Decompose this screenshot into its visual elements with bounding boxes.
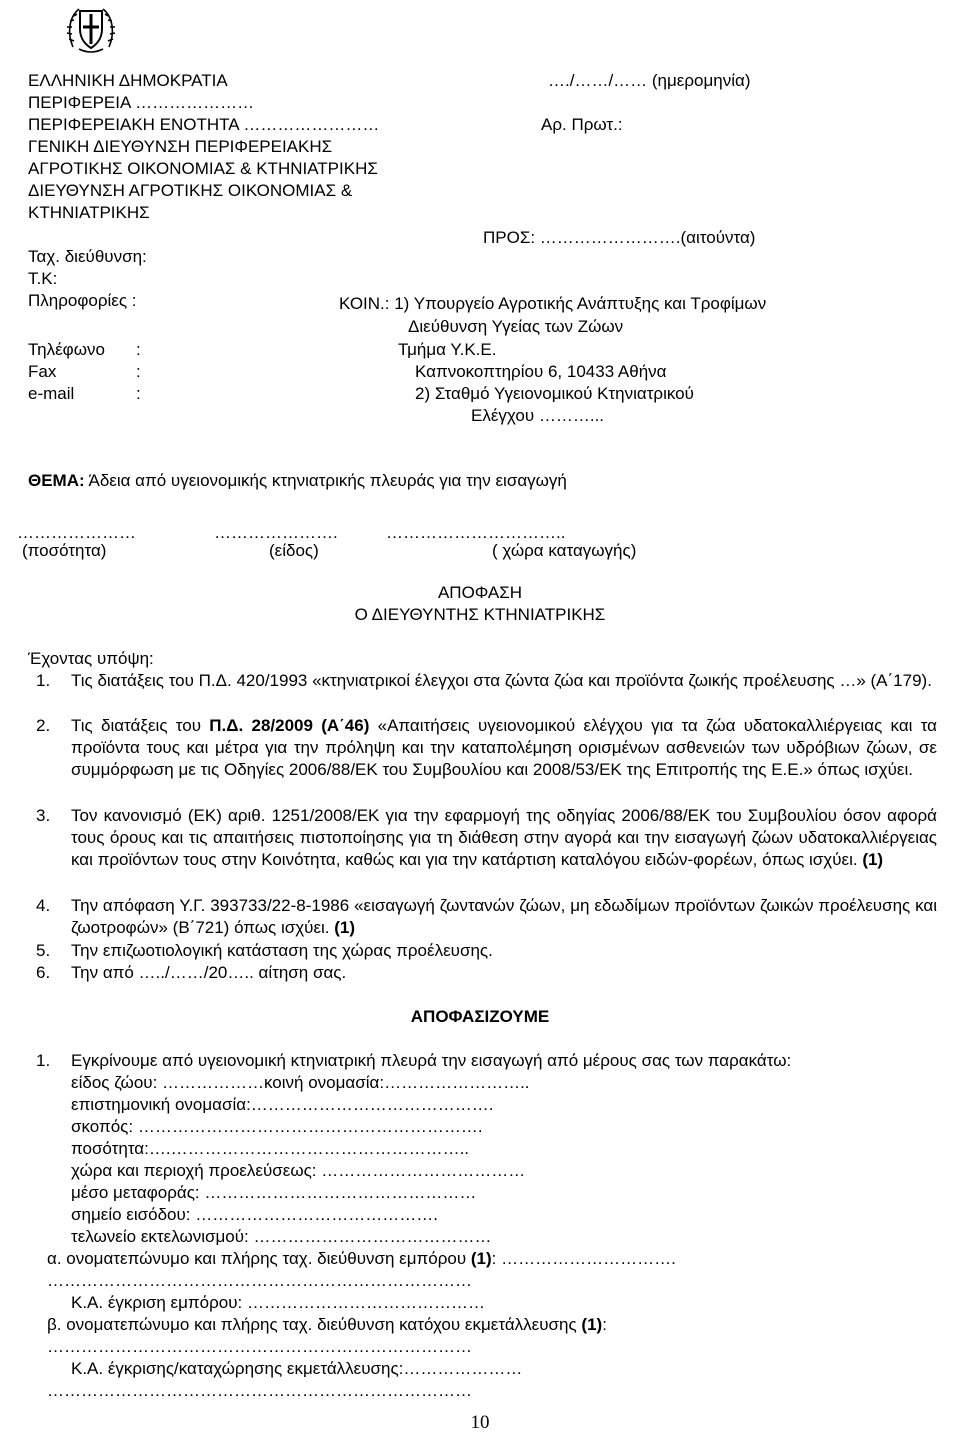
consideration-item: Τις διατάξεις του Π.Δ. 28/2009 (Α΄46) «Απαιτήσεις υγειονομικού ελέγχου για τα ζώα υδατοκαλλιέργειας και τα προϊόντα τους και μέτρα για την πρόληψη και την καταπολέμηση ορισμένων ασθενειών των υδρόβιων ζώων, σε συμμόρφωση με τις Οδηγίες 2006/88/ΕΚ του Συμβουλίου και 2008/53/ΕΚ της Επιτροπής της Ε.Ε.» όπως ισχύει. bbox=[71, 716, 938, 779]
form-field: σκοπός: ……………………………………………………. bbox=[71, 1117, 483, 1136]
greek-coat-of-arms-icon bbox=[65, 3, 117, 55]
subject-text: Άδεια από υγειονομικής κτηνιατρικής πλευράς για την εισαγωγή bbox=[88, 471, 567, 490]
consideration-item: Την από …../……/20….. αίτηση σας. bbox=[71, 963, 347, 982]
quantity-caption: (ποσότητα) bbox=[22, 541, 107, 560]
page-number: 10 bbox=[470, 1412, 490, 1433]
date-field: …./……/…… (ημερομηνία) bbox=[548, 71, 751, 90]
item-number: 5. bbox=[36, 941, 51, 960]
merchant-approval: Κ.Α. έγκριση εμπόρου: …………………………………… bbox=[71, 1293, 485, 1312]
holder-line: ………………………………………………………………… bbox=[47, 1337, 472, 1356]
country-caption: ( χώρα καταγωγής) bbox=[492, 541, 637, 560]
koin-line: ΚΟΙΝ.: 1) Υπουργείο Αγροτικής Ανάπτυξης και Τροφίμων bbox=[339, 294, 767, 313]
recipient: ΠΡΟΣ: …………………….(αιτούντα) bbox=[483, 228, 756, 247]
fax-colon: : bbox=[136, 362, 141, 381]
form-field: μέσο μεταφοράς: ………………………………………… bbox=[71, 1183, 477, 1202]
koin-line: Διεύθυνση Υγείας των Ζώων bbox=[408, 317, 624, 336]
koin-line: Ελέγχου ………... bbox=[471, 406, 605, 425]
form-field: τελωνείο εκτελωνισμού: …………………………………… bbox=[71, 1227, 492, 1246]
org-line: ΔΙΕΥΘΥΝΣΗ ΑΓΡΟΤΙΚΗΣ ΟΙΚΟΝΟΜΙΑΣ & bbox=[28, 181, 353, 200]
koin-line: 2) Σταθμό Υγειονομικού Κτηνιατρικού bbox=[415, 384, 694, 403]
quantity-blank: ………………… bbox=[17, 523, 136, 542]
resolution-intro: Εγκρίνουμε από υγειονομική κτηνιατρική πλευρά την εισαγωγή από μέρους σας των παρακάτω: bbox=[71, 1051, 792, 1070]
holder-line: ………………………………………………………………… bbox=[47, 1381, 472, 1400]
koin-line: Τμήμα Υ.Κ.Ε. bbox=[398, 340, 497, 359]
resolution-title: ΑΠΟΦΑΣΙΖΟΥΜΕ bbox=[410, 1007, 550, 1026]
form-field: ποσότητα:….…………………………………………….. bbox=[71, 1139, 470, 1158]
phone-colon: : bbox=[136, 340, 141, 359]
org-line: ΠΕΡΙΦΕΡΕΙΑΚΗ ΕΝΟΤΗΤΑ …………………… bbox=[28, 115, 380, 134]
org-line: ΚΤΗΝΙΑΤΡΙΚΗΣ bbox=[28, 203, 150, 222]
email-label: e-mail bbox=[28, 384, 75, 403]
decision-title: ΑΠΟΦΑΣΗ bbox=[437, 583, 523, 602]
merchant-line: ………………………………………………………………… bbox=[47, 1271, 472, 1290]
item-number: 1. bbox=[36, 1051, 51, 1070]
email-colon: : bbox=[136, 384, 141, 403]
considering-label: Έχοντας υπόψη: bbox=[28, 649, 154, 668]
country-blank: ………………………….. bbox=[386, 523, 566, 542]
item-number: 1. bbox=[36, 671, 51, 690]
director-title: Ο ΔΙΕΥΘΥΝΤΗΣ ΚΤΗΝΙΑΤΡΙΚΗΣ bbox=[354, 605, 606, 624]
consideration-item: Τον κανονισμό (ΕΚ) αριθ. 1251/2008/ΕΚ για την εφαρμογή της οδηγίας 2006/88/ΕΚ του Συμβουλίου όσον αφορά τους όρους και τις απαιτήσεις πιστοποίησης για τη διάθεση στην αγορά και την εισαγωγή ζώων υδατοκαλλιέργειας και προϊόντων τους στην Κοινότητα, καθώς και για την κατάρτιση καταλόγου ειδών-φορέων, όπως ισχύει. (1) bbox=[71, 806, 937, 869]
holder-approval: Κ.Α. έγκρισης/καταχώρησης εκμετάλλευσης:………………… bbox=[71, 1359, 523, 1378]
holder-label: β. ονοματεπώνυμο και πλήρης ταχ. διεύθυνση κατόχου εκμετάλλευσης (1): bbox=[47, 1315, 607, 1334]
koin-line: Καπνοκοπτηρίου 6, 10433 Αθήνα bbox=[415, 362, 667, 381]
org-line: ΑΓΡΟΤΙΚΗΣ ΟΙΚΟΝΟΜΙΑΣ & ΚΤΗΝΙΑΤΡΙΚΗΣ bbox=[28, 159, 378, 178]
item-number: 4. bbox=[36, 896, 51, 915]
info-label: Πληροφορίες : bbox=[28, 291, 137, 310]
postal-address-label: Ταχ. διεύθυνση: bbox=[28, 247, 147, 266]
item-number: 6. bbox=[36, 963, 51, 982]
org-line: ΕΛΛΗΝΙΚΗ ΔΗΜΟΚΡΑΤΙΑ bbox=[28, 71, 228, 90]
protocol-number: Αρ. Πρωτ.: bbox=[541, 115, 623, 134]
form-field: είδος ζώου: ………………κοινή ονομασία:…………………….. bbox=[71, 1073, 530, 1092]
org-line: ΠΕΡΙΦΕΡΕΙΑ ………………… bbox=[28, 93, 255, 112]
item-number: 2. bbox=[36, 716, 51, 735]
kind-blank: …………………. bbox=[214, 523, 338, 542]
org-line: ΓΕΝΙΚΗ ΔΙΕΥΘΥΝΣΗ ΠΕΡΙΦΕΡΕΙΑΚΗΣ bbox=[28, 137, 333, 156]
merchant-label: α. ονοματεπώνυμο και πλήρης ταχ. διεύθυνση εμπόρου (1): …………………………. bbox=[47, 1249, 676, 1268]
form-field: σημείο εισόδου: ……………………………………. bbox=[71, 1205, 438, 1224]
fax-label: Fax bbox=[28, 362, 57, 381]
consideration-item: Την απόφαση Υ.Γ. 393733/22-8-1986 «εισαγωγή ζωντανών ζώων, μη εδωδίμων προϊόντων ζωικών προέλευσης και ζωοτροφών» (Β΄721) όπως ισχύει. (1) bbox=[71, 896, 937, 937]
kind-caption: (είδος) bbox=[269, 541, 319, 560]
consideration-item: Την επιζωοτιολογική κατάσταση της χώρας προέλευσης. bbox=[71, 941, 493, 960]
subject-line bbox=[28, 470, 567, 492]
postcode-label: Τ.Κ: bbox=[28, 269, 58, 288]
consideration-item: Τις διατάξεις του Π.Δ. 420/1993 «κτηνιατρικοί έλεγχοι στα ζώντα ζώα και προϊόντα ζωικής προέλευσης …» (Α΄179). bbox=[71, 671, 932, 690]
phone-label: Τηλέφωνο bbox=[28, 340, 105, 359]
subject-label: ΘΕΜΑ: bbox=[28, 471, 85, 490]
form-field: χώρα και περιοχή προελεύσεως: ……………………………… bbox=[71, 1161, 526, 1180]
item-number: 3. bbox=[36, 806, 51, 825]
form-field: επιστημονική ονομασία:……………………………………. bbox=[71, 1095, 494, 1114]
